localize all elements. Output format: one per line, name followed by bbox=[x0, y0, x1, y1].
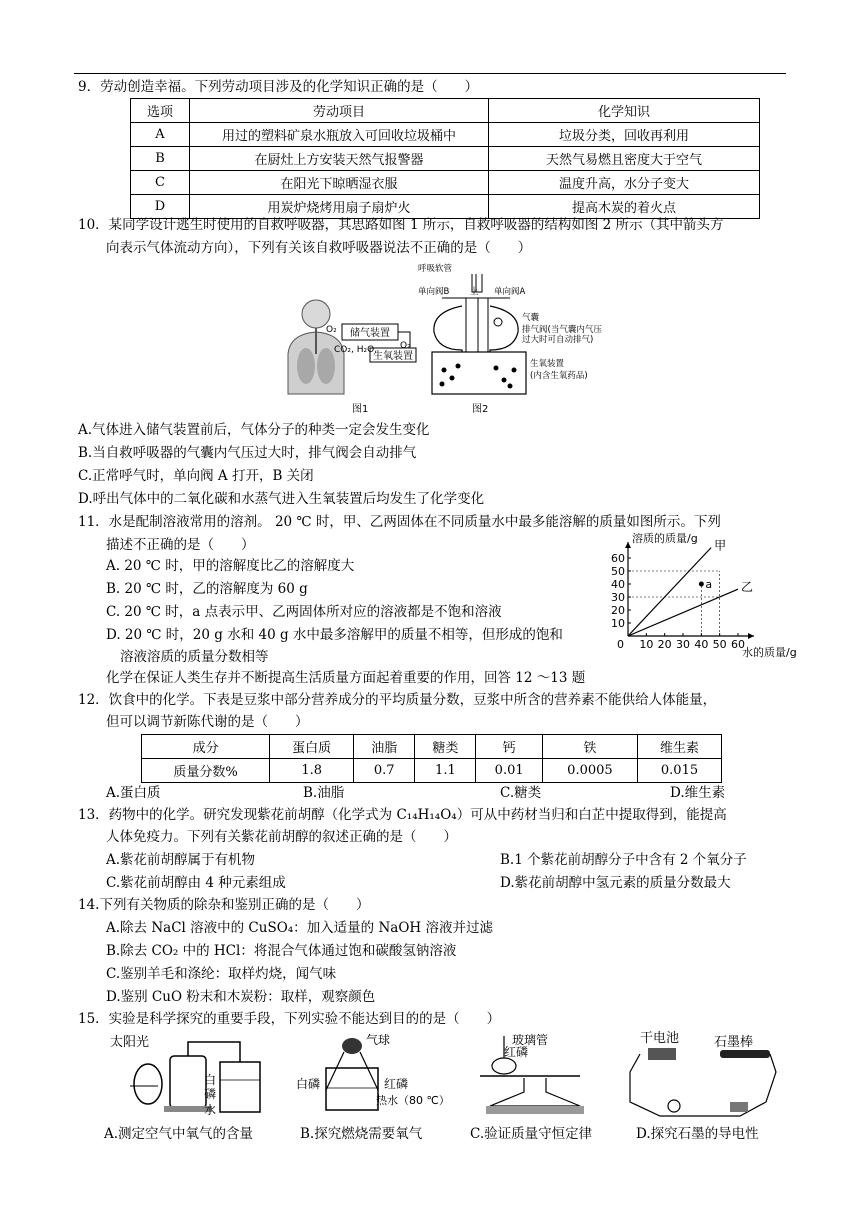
q10-option-d: D.呼出气体中的二氧化碳和水蒸气进入生氧装置后均发生了化学变化 bbox=[78, 491, 485, 507]
q12-stem-line1: 12．饮食中的化学。下表是豆浆中部分营养成分的平均质量分数，豆浆中所含的营养素不能供给人体能量， bbox=[78, 692, 717, 708]
q11-stem-line2: 描述不正确的是（ ） bbox=[106, 537, 255, 553]
up-label: 上 bbox=[470, 287, 479, 297]
valve-a-label: 单向阀A bbox=[494, 287, 526, 297]
q9-stem: 9．劳动创造幸福。下列劳动项目涉及的化学知识正确的是（ ） bbox=[78, 79, 479, 95]
bag-label: 气囊 bbox=[522, 313, 540, 323]
table-cell: 提高木炭的着火点 bbox=[489, 195, 760, 219]
q9-header-task: 劳动项目 bbox=[190, 99, 489, 123]
table-cell: D bbox=[131, 195, 190, 219]
q10-stem-line1: 10．某同学设计逃生时使用的自救呼吸器，其思路如图 1 所示，自救呼吸器的结构如图 2 所示（其中箭头方 bbox=[78, 217, 724, 233]
fig1-caption: 图1 bbox=[352, 404, 369, 415]
q15-option-b: B.探究燃烧需要氧气 bbox=[300, 1126, 423, 1142]
y-tick-label: 60 bbox=[611, 552, 625, 565]
table-cell: 在阳光下晾晒湿衣服 bbox=[190, 171, 489, 195]
x-tick-label: 50 bbox=[712, 638, 727, 651]
q15-stem: 15．实验是科学探究的重要手段，下列实验不能达到目的的是（ ） bbox=[78, 1011, 501, 1027]
series-line-0 bbox=[628, 548, 711, 636]
y-axis-arrow bbox=[625, 542, 631, 548]
graphite-label: 石墨棒 bbox=[714, 1035, 754, 1050]
q15-option-a: A.测定空气中氧气的含量 bbox=[104, 1126, 254, 1142]
table-cell: 用过的塑料矿泉水瓶放入可回收垃圾桶中 bbox=[190, 123, 489, 147]
point-label: a bbox=[705, 578, 713, 591]
exhaust-label-1: 排气阀(当气囊内气压 bbox=[522, 325, 602, 335]
table-cell: 在厨灶上方安装天然气报警器 bbox=[190, 147, 489, 171]
q11-option-d-cont: 溶液溶质的质量分数相等 bbox=[120, 649, 269, 665]
tube-label: 呼吸软管 bbox=[418, 264, 453, 274]
red-p-label-2: 红磷 bbox=[504, 1045, 529, 1059]
table-cell: 0.7 bbox=[354, 759, 415, 783]
q10-stem-line2: 向表示气体流动方向），下列有关该自救呼吸器说法不正确的是（ ） bbox=[106, 240, 532, 256]
q12-option-a: A.蛋白质 bbox=[106, 785, 161, 801]
water-label: 水 bbox=[204, 1103, 217, 1117]
q13-stem-line2: 人体免疫力。下列有关紫花前胡醇的叙述正确的是（ ） bbox=[106, 829, 457, 845]
q12-option-d: D.维生素 bbox=[670, 785, 726, 801]
table-cell: A bbox=[131, 123, 190, 147]
q12-option-b: B.油脂 bbox=[303, 785, 345, 801]
x-axis-arrow bbox=[748, 633, 754, 639]
y-tick-label: 20 bbox=[611, 604, 625, 617]
q10-option-c: C.正常呼气时，单向阀 A 打开，B 关闭 bbox=[78, 468, 314, 484]
table-cell: 温度升高，水分子变大 bbox=[489, 171, 760, 195]
q13-stem-line1: 13．药物中的化学。研究发现紫花前胡醇（化学式为 C₁₄H₁₄O₄）可从中药材当归和白芷中提取得到，能提高 bbox=[78, 807, 727, 823]
white-p-label: 白磷 bbox=[296, 1077, 321, 1091]
generator-label: 生氧装置 bbox=[373, 351, 413, 362]
y-tick-label: 40 bbox=[611, 578, 625, 591]
x-tick-label: 30 bbox=[676, 638, 690, 651]
q10-option-b: B.当自救呼吸器的气囊内气压过大时，排气阀会自动排气 bbox=[78, 445, 417, 461]
x-axis-label: 水的质量/g bbox=[742, 646, 797, 659]
x-tick-label: 20 bbox=[657, 638, 672, 651]
series-label-1: 乙 bbox=[741, 580, 754, 595]
q15-experiments-figure bbox=[100, 1032, 790, 1120]
circuit-experiment-icon bbox=[630, 1048, 776, 1116]
table-cell: 1.8 bbox=[270, 759, 354, 783]
table-cell: 铁 bbox=[542, 735, 637, 759]
q14-option-c: C.鉴别羊毛和涤纶：取样灼烧，闻气味 bbox=[106, 966, 337, 982]
co2-h2o-label: CO₂, H₂O bbox=[334, 345, 375, 355]
table-cell: C bbox=[131, 171, 190, 195]
q14-option-a: A.除去 NaCl 溶液中的 CuSO₄：加入适量的 NaOH 溶液并过滤 bbox=[106, 920, 493, 936]
table-cell: 成分 bbox=[142, 735, 270, 759]
series-line-1 bbox=[628, 589, 738, 636]
table-row bbox=[131, 123, 760, 147]
q14-stem: 14.下列有关物质的除杂和鉴别正确的是（ ） bbox=[78, 897, 370, 913]
table-row bbox=[142, 759, 722, 783]
q11-option-b: B. 20 ℃ 时，乙的溶解度为 60 g bbox=[106, 581, 308, 597]
fig2-caption: 图2 bbox=[472, 404, 489, 415]
q15-option-c: C.验证质量守恒定律 bbox=[470, 1126, 593, 1142]
table-cell: 糖类 bbox=[415, 735, 476, 759]
q15-option-d: D.探究石墨的导电性 bbox=[636, 1126, 759, 1142]
table-cell: 天然气易燃且密度大于空气 bbox=[489, 147, 760, 171]
balloon-label: 气球 bbox=[366, 1033, 391, 1047]
origin-label: 0 bbox=[617, 638, 624, 651]
solubility-chart bbox=[606, 532, 797, 659]
table-cell: 0.015 bbox=[638, 759, 722, 783]
o2-label-left: O₂ bbox=[326, 325, 337, 335]
x-tick-label: 60 bbox=[731, 638, 745, 651]
q14-option-d: D.鉴别 CuO 粉末和木炭粉：取样，观察颜色 bbox=[106, 989, 376, 1005]
q13-option-b: B.1 个紫花前胡醇分子中含有 2 个氧分子 bbox=[500, 852, 747, 868]
table-row bbox=[142, 735, 722, 759]
table-cell: 钙 bbox=[476, 735, 542, 759]
x-tick-label: 10 bbox=[639, 638, 654, 651]
series-label-0: 甲 bbox=[714, 538, 727, 553]
q11-option-c: C. 20 ℃ 时，a 点表示甲、乙两固体所对应的溶液都是不饱和溶液 bbox=[106, 604, 502, 620]
q13-option-d: D.紫花前胡醇中氢元素的质量分数最大 bbox=[500, 875, 731, 891]
table-cell: 1.1 bbox=[415, 759, 476, 783]
generator-label-2: 生氧装置 bbox=[530, 359, 565, 369]
y-tick-label: 50 bbox=[611, 565, 625, 578]
x-tick-label: 40 bbox=[694, 638, 709, 651]
exhaust-label-2: 过大时可自动排气) bbox=[522, 335, 594, 345]
table-row bbox=[131, 171, 760, 195]
battery-label: 干电池 bbox=[640, 1031, 680, 1046]
balance-experiment-icon bbox=[480, 1036, 584, 1114]
combustion-experiment-icon bbox=[326, 1038, 378, 1110]
table-cell: 维生素 bbox=[638, 735, 722, 759]
point-a bbox=[699, 582, 704, 587]
y-tick-label: 10 bbox=[611, 617, 625, 630]
q9-header-option: 选项 bbox=[131, 99, 190, 123]
red-p-label: 红磷 bbox=[384, 1077, 409, 1091]
sun-label: 太阳光 bbox=[110, 1035, 150, 1050]
q10-option-a: A.气体进入储气装置前后，气体分子的种类一定会发生变化 bbox=[78, 422, 430, 438]
white-p-label-1: 白 bbox=[204, 1073, 217, 1087]
white-p-label-2: 磷 bbox=[204, 1087, 217, 1101]
q11-option-a: A. 20 ℃ 时，甲的溶解度比乙的溶解度大 bbox=[106, 558, 355, 574]
sunlight-experiment-icon bbox=[130, 1042, 260, 1112]
table-cell: 油脂 bbox=[354, 735, 415, 759]
table-cell: 质量分数% bbox=[142, 759, 270, 783]
intro-12-13: 化学在保证人类生存并不断提高生活质量方面起着重要的作用，回答 12 ～13 题 bbox=[106, 670, 586, 686]
q13-option-c: C.紫花前胡醇由 4 种元素组成 bbox=[106, 875, 286, 891]
q13-option-a: A.紫花前胡醇属于有机物 bbox=[106, 852, 256, 868]
o2-label-right: O₂ bbox=[400, 341, 411, 351]
y-tick-label: 30 bbox=[611, 591, 625, 604]
storage-label: 储气装置 bbox=[350, 328, 390, 339]
generator-label-3: (内含生氧药品) bbox=[530, 371, 588, 381]
table-cell: 0.01 bbox=[476, 759, 542, 783]
q11-option-d: D. 20 ℃ 时，20 g 水和 40 g 水中最多溶解甲的质量不相等，但形成的饱和 bbox=[106, 627, 563, 643]
table-cell: 垃圾分类，回收再利用 bbox=[489, 123, 760, 147]
table-cell: 蛋白质 bbox=[270, 735, 354, 759]
table-cell: 用炭炉烧烤用扇子扇炉火 bbox=[190, 195, 489, 219]
glass-tube-label: 玻璃管 bbox=[512, 1033, 549, 1047]
q12-stem-line2: 但可以调节新陈代谢的是（ ） bbox=[106, 714, 309, 730]
y-axis-label: 溶质的质量/g bbox=[632, 532, 698, 545]
q9-header-knowledge: 化学知识 bbox=[489, 99, 760, 123]
table-row bbox=[131, 99, 760, 123]
q10-figure bbox=[282, 262, 618, 418]
table-row bbox=[131, 147, 760, 171]
q9-table bbox=[130, 98, 760, 219]
valve-b-label: 单向阀B bbox=[418, 287, 450, 297]
hot-water-label: 热水（80 ℃） bbox=[376, 1094, 450, 1107]
q12-table bbox=[141, 734, 722, 783]
table-cell: B bbox=[131, 147, 190, 171]
q14-option-b: B.除去 CO₂ 中的 HCl：将混合气体通过饱和碳酸氢钠溶液 bbox=[106, 943, 457, 959]
q12-option-c: C.糖类 bbox=[500, 785, 542, 801]
header-rule bbox=[74, 73, 786, 74]
table-cell: 0.0005 bbox=[542, 759, 637, 783]
q11-stem-line1: 11．水是配制溶液常用的溶剂。 20 ℃ 时，甲、乙两固体在不同质量水中最多能溶解的质量如图所示。下列 bbox=[78, 514, 721, 530]
